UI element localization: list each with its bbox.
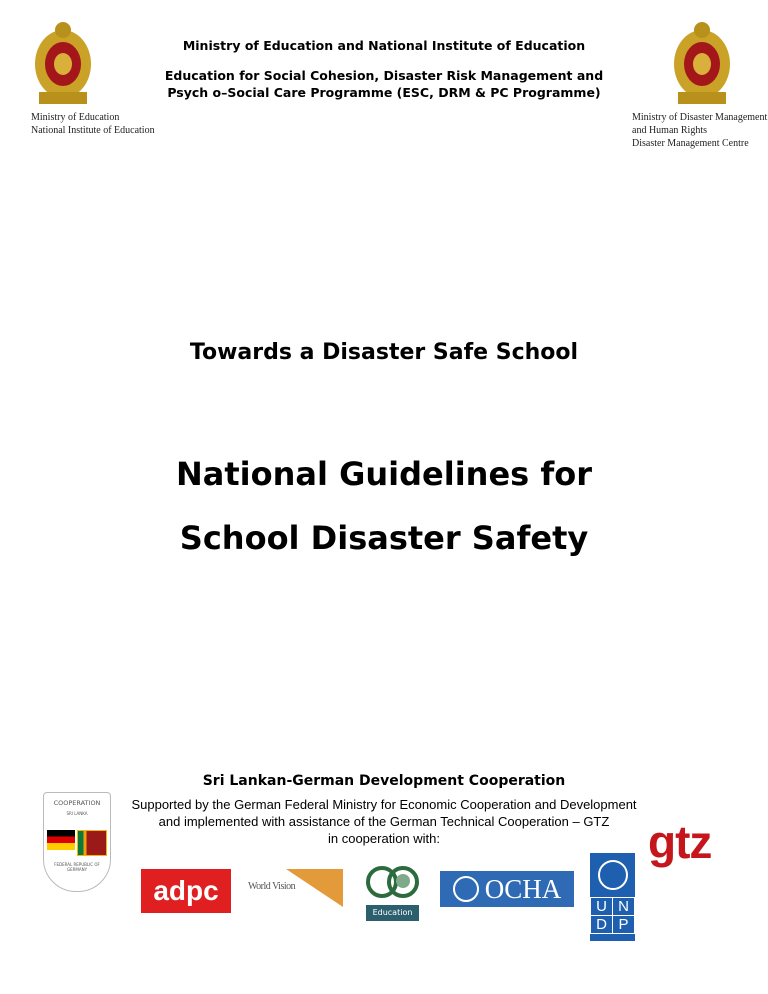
eco-education-logo: [366, 863, 419, 919]
undp-logo: [590, 853, 635, 941]
un-emblem-icon: [453, 876, 479, 902]
gtz-logo: gtz: [648, 816, 712, 868]
undp-letter: N: [613, 898, 634, 915]
right-organization: [632, 111, 767, 150]
cooperation-heading: Sri Lankan-German Development Cooperation: [202, 773, 566, 789]
ocha-logo: [440, 871, 574, 907]
org-line: Ministry of Education: [31, 112, 120, 123]
support-line: Supported by the German Federal Ministry for Economic Cooperation and Development: [131, 797, 637, 812]
undp-letter: D: [591, 916, 612, 933]
sri-lanka-flag: [77, 830, 107, 856]
document-title-line-1: National Guidelines for: [175, 455, 593, 493]
support-line: in cooperation with:: [327, 831, 440, 846]
undp-letter: P: [613, 916, 634, 933]
org-line: Ministry of Disaster Management: [632, 112, 768, 123]
support-line: and implemented with assistance of the German Technical Cooperation – GTZ: [158, 814, 610, 829]
germany-flag: [47, 830, 75, 850]
adpc-logo: adpc: [141, 869, 231, 913]
world-vision-text: World Vision: [248, 881, 296, 892]
eco-education-text: Education: [366, 905, 419, 921]
header-line-3: Psych o–Social Care Programme (ESC, DRM & PC Programme): [167, 85, 601, 100]
eco-icon: [366, 863, 419, 901]
header-line-2: Education for Social Cohesion, Disaster Risk Management and: [164, 68, 604, 83]
org-line: and Human Rights: [632, 125, 707, 136]
org-line: National Institute of Education: [31, 125, 155, 136]
left-organization: [31, 111, 155, 137]
org-line: Disaster Management Centre: [632, 138, 749, 149]
undp-letter: U: [591, 898, 612, 915]
badge-bottom-text: FEDERAL REPUBLIC OF: [54, 862, 100, 867]
world-vision-logo: [248, 869, 343, 907]
ocha-text: OCHA: [484, 873, 562, 904]
header-line-1: Ministry of Education and National Institute of Education: [182, 38, 586, 53]
document-subtitle: Towards a Disaster Safe School: [189, 340, 579, 365]
badge-bottom-text: GERMANY: [66, 867, 88, 872]
document-title-line-2: School Disaster Safety: [179, 519, 589, 557]
badge-country-text: SRI LANKA: [66, 811, 88, 816]
un-emblem-icon: [590, 853, 635, 897]
flags: [44, 830, 110, 856]
badge-top-text: COOPERATION: [53, 799, 101, 807]
cooperation-badge: [43, 792, 111, 892]
